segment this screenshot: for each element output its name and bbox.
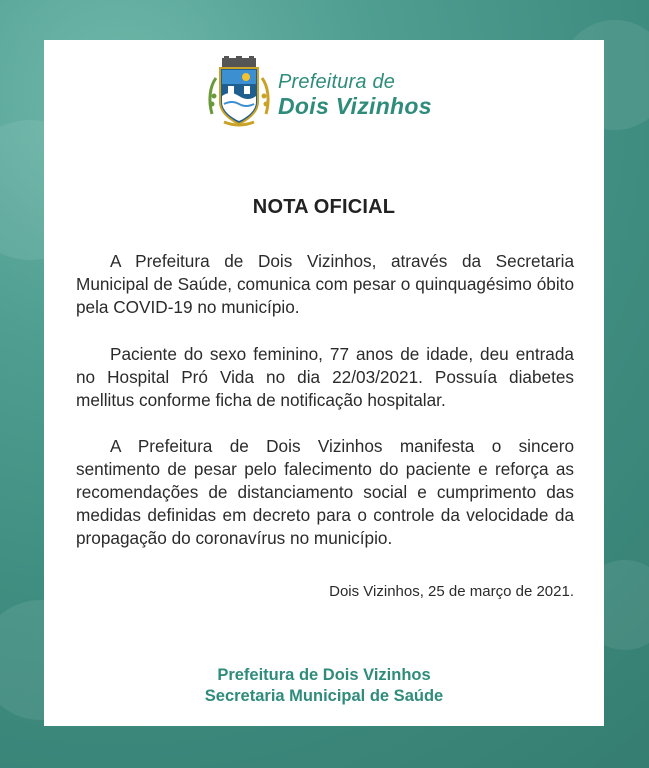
- municipal-coat-of-arms-icon: [206, 56, 272, 130]
- footer-line-prefeitura: Prefeitura de Dois Vizinhos: [217, 666, 431, 684]
- footer-line-secretaria: Secretaria Municipal de Saúde: [204, 687, 444, 705]
- paragraph-condolences: A Prefeitura de Dois Vizinhos manifesta o sincero sentimento de pesar pelo falecimento do paciente e reforça as recomendações de distanciamento social e cumprimento das medidas definidas em decreto para o controle da velocidade da propagação do coronavírus no município.: [76, 436, 574, 548]
- official-note-card: [44, 40, 604, 726]
- municipality-logo: [206, 56, 456, 132]
- signature-footer: [44, 665, 604, 707]
- page-title: NOTA OFICIAL: [252, 196, 396, 218]
- brand-name: [278, 72, 432, 118]
- date-line: Dois Vizinhos, 25 de março de 2021.: [329, 583, 574, 600]
- paragraph-announcement: A Prefeitura de Dois Vizinhos, através da Secretaria Municipal de Saúde, comunica com pesar o quinquagésimo óbito pela COVID-19 no município.: [76, 251, 574, 317]
- brand-line-prefeitura: Prefeitura de: [278, 71, 396, 93]
- paragraph-patient-details: Paciente do sexo feminino, 77 anos de idade, deu entrada no Hospital Pró Vida no dia 22/03/2021. Possuía diabetes mellitus conforme ficha de notificação hospitalar.: [76, 344, 574, 410]
- brand-line-city: Dois Vizinhos: [278, 93, 432, 119]
